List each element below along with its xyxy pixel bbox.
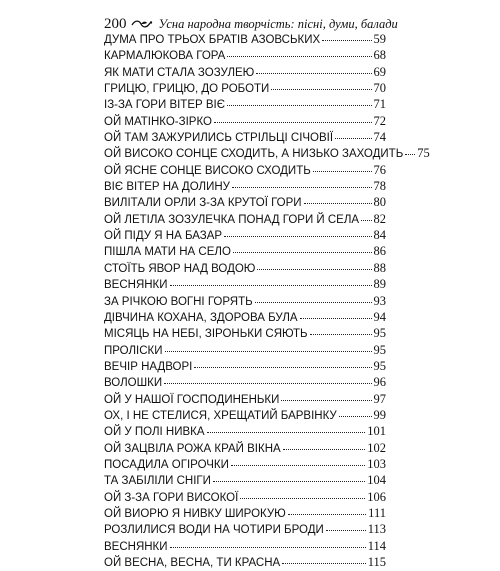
toc-entry (104, 114, 386, 130)
toc-entry-title: ТА ЗАБІЛІЛИ СНІГИ (104, 475, 211, 488)
dot-leader (304, 203, 372, 204)
toc-entry (104, 277, 386, 293)
dot-leader (322, 40, 371, 41)
dot-leader (170, 547, 366, 548)
toc-entry-title: ОЙ ВИСОКО СОНЦЕ СХОДИТЬ, А НИЗЬКО ЗАХОДИТЬ (104, 148, 404, 161)
toc-entry-page: 93 (373, 293, 386, 308)
toc-entry-page: 96 (373, 375, 386, 390)
dot-leader (227, 105, 372, 106)
dot-leader (271, 89, 371, 90)
table-of-contents (104, 32, 430, 571)
dot-leader (170, 285, 372, 286)
dot-leader (335, 138, 371, 139)
toc-entry (104, 261, 386, 277)
toc-entry-title: КАРМАЛЮКОВА ГОРА (104, 50, 226, 63)
toc-entry-page: 80 (373, 195, 386, 210)
toc-entry (104, 408, 386, 424)
toc-entry-page: 103 (367, 456, 386, 471)
running-head (104, 15, 404, 33)
toc-entry-page: 111 (368, 505, 386, 520)
toc-entry-title: ІЗ-ЗА ГОРИ ВІТЕР ВІЄ (104, 99, 225, 112)
toc-entry-title: ДУМА ПРО ТРЬОХ БРАТІВ АЗОВСЬКИХ (104, 34, 321, 46)
toc-entry-page: 101 (367, 424, 386, 439)
toc-entry (104, 130, 386, 146)
toc-entry-page: 95 (373, 342, 386, 357)
toc-entry-page: 94 (373, 309, 386, 324)
dot-leader (255, 302, 372, 303)
toc-entry (104, 326, 386, 342)
dot-leader (281, 400, 371, 401)
dot-leader (165, 351, 372, 352)
toc-entry-title: ЯК МАТИ СТАЛА ЗОЗУЛЕЮ (104, 66, 255, 79)
toc-entry (104, 375, 386, 391)
dot-leader (257, 269, 371, 270)
dot-leader (405, 154, 415, 155)
toc-entry-page: 86 (373, 244, 386, 259)
toc-entry (104, 294, 386, 310)
toc-entry-title: ВОЛОШКИ (104, 377, 163, 390)
toc-entry (104, 424, 386, 440)
toc-entry-page: 113 (367, 522, 386, 537)
toc-entry (104, 244, 386, 260)
toc-entry (104, 48, 386, 64)
toc-entry-title: ОХ, І НЕ СТЕЛИСЯ, ХРЕЩАТИЙ БАРВІНКУ (104, 409, 337, 422)
toc-entry-title: ОЙ ЯСНЕ СОНЦЕ ВИСОКО СХОДИТЬ (104, 164, 311, 177)
toc-entry-title: ВЕЧІР НАДВОРІ (104, 360, 193, 373)
toc-entry-page: 102 (367, 440, 386, 455)
dot-leader (339, 416, 372, 417)
dot-leader (214, 122, 372, 123)
toc-entry (104, 441, 386, 457)
toc-entry (104, 539, 386, 555)
toc-entry-page: 78 (373, 179, 386, 194)
dot-leader (233, 252, 372, 253)
dot-leader (361, 220, 371, 221)
dot-leader (232, 187, 372, 188)
toc-entry (104, 32, 386, 48)
dot-leader (300, 318, 372, 319)
dot-leader (227, 56, 371, 57)
toc-entry-page: 99 (373, 407, 386, 422)
toc-entry (104, 473, 386, 489)
toc-entry-page: 89 (373, 277, 386, 292)
toc-entry-title: ГРИЦЮ, ГРИЦЮ, ДО РОБОТИ (104, 83, 270, 96)
toc-entry-page: 71 (373, 97, 386, 112)
toc-entry (104, 146, 430, 162)
toc-entry-title: ОЙ ВЕСНА, ВЕСНА, ТИ КРАСНА (104, 557, 281, 569)
toc-entry-page: 95 (373, 326, 386, 341)
toc-entry-page: 115 (367, 555, 386, 569)
toc-entry-title: ВІЄ ВІТЕР НА ДОЛИНУ (104, 181, 230, 194)
toc-entry-page: 69 (373, 64, 386, 79)
toc-entry (104, 81, 386, 97)
toc-entry-page: 75 (417, 146, 430, 161)
toc-entry-title: ОЙ У ПОЛІ НИВКА (104, 426, 205, 439)
dot-leader (288, 514, 366, 515)
toc-entry-title: ЗА РІЧКОЮ ВОГНІ ГОРЯТЬ (104, 295, 253, 308)
toc-entry (104, 490, 386, 506)
dot-leader (282, 563, 365, 564)
toc-entry (104, 179, 386, 195)
toc-entry-title: ПІШЛА МАТИ НА СЕЛО (104, 246, 231, 259)
toc-entry-title: ПРОЛІСКИ (104, 344, 163, 357)
dot-leader (213, 481, 365, 482)
toc-entry-title: ОЙ ТАМ ЗАЖУРИЛИСЬ СТРІЛЬЦІ СІЧОВІЇ (104, 132, 334, 145)
toc-entry-title: ВИЛІТАЛИ ОРЛИ З-ЗА КРУТОЇ ГОРИ (104, 197, 302, 210)
toc-entry (104, 228, 386, 244)
toc-entry-page: 97 (373, 391, 386, 406)
dot-leader (283, 449, 366, 450)
toc-entry-title: ОЙ ПІДУ Я НА БАЗАР (104, 230, 223, 243)
page-number: 200 (104, 16, 127, 32)
dot-leader (313, 171, 372, 172)
toc-entry (104, 457, 386, 473)
toc-entry-title: ПОСАДИЛА ОГІРОЧКИ (104, 458, 229, 471)
dot-leader (194, 367, 371, 368)
toc-entry-title: МІСЯЦЬ НА НЕБІ, ЗІРОНЬКИ СЯЮТЬ (104, 328, 308, 341)
toc-entry-page: 68 (373, 48, 386, 63)
toc-entry (104, 65, 386, 81)
toc-entry-title: ОЙ У НАШОЇ ГОСПОДИНЕНЬКИ (104, 393, 280, 406)
toc-entry-page: 104 (367, 473, 386, 488)
toc-entry-title: ОЙ ЗАЦВІЛА РОЖА КРАЙ ВІКНА (104, 442, 281, 455)
toc-entry-title: ОЙ ВИОРЮ Я НИВКУ ШИРОКУЮ (104, 507, 286, 520)
toc-entry (104, 97, 386, 113)
toc-entry-title: ВЕСНЯНКИ (104, 540, 168, 553)
running-title: Усна народна творчість: пісні, думи, балади (158, 17, 398, 31)
toc-entry (104, 310, 386, 326)
toc-entry-title: ОЙ МАТІНКО-ЗІРКО (104, 115, 212, 128)
toc-entry-page: 84 (373, 228, 386, 243)
toc-entry-page: 106 (367, 489, 386, 504)
dot-leader (326, 530, 366, 531)
toc-entry (104, 212, 386, 228)
toc-entry-title: РОЗЛИЛИСЯ ВОДИ НА ЧОТИРИ БРОДИ (104, 524, 324, 537)
toc-entry (104, 506, 386, 522)
toc-entry-page: 88 (373, 260, 386, 275)
dot-leader (310, 334, 372, 335)
toc-entry-page: 59 (373, 32, 386, 46)
toc-entry-page: 70 (373, 81, 386, 96)
dot-leader (231, 465, 365, 466)
toc-entry (104, 195, 386, 211)
toc-entry-title: ВЕСНЯНКИ (104, 279, 168, 292)
toc-entry-page: 114 (367, 538, 386, 553)
toc-entry-page: 82 (373, 211, 386, 226)
toc-entry-page: 72 (373, 113, 386, 128)
toc-entry (104, 522, 386, 538)
toc-entry (104, 163, 386, 179)
toc-entry (104, 392, 386, 408)
toc-entry (104, 343, 386, 359)
dot-leader (256, 73, 371, 74)
dot-leader (240, 498, 365, 499)
toc-entry-title: ОЙ З-ЗА ГОРИ ВИСОКОЇ (104, 491, 239, 504)
toc-entry-title: ДІВЧИНА КОХАНА, ЗДОРОВА БУЛА (104, 311, 298, 324)
toc-entry-title: ОЙ ЛЕТІЛА ЗОЗУЛЕЧКА ПОНАД ГОРИ Й СЕЛА (104, 213, 360, 226)
dot-leader (207, 432, 366, 433)
toc-entry-page: 74 (373, 130, 386, 145)
dot-leader (224, 236, 371, 237)
toc-entry (104, 555, 386, 571)
toc-entry-page: 76 (373, 162, 386, 177)
toc-entry-title: СТОЇТЬ ЯВОР НАД ВОДОЮ (104, 262, 256, 275)
dot-leader (164, 383, 371, 384)
toc-entry-page: 95 (373, 358, 386, 373)
toc-entry (104, 359, 386, 375)
